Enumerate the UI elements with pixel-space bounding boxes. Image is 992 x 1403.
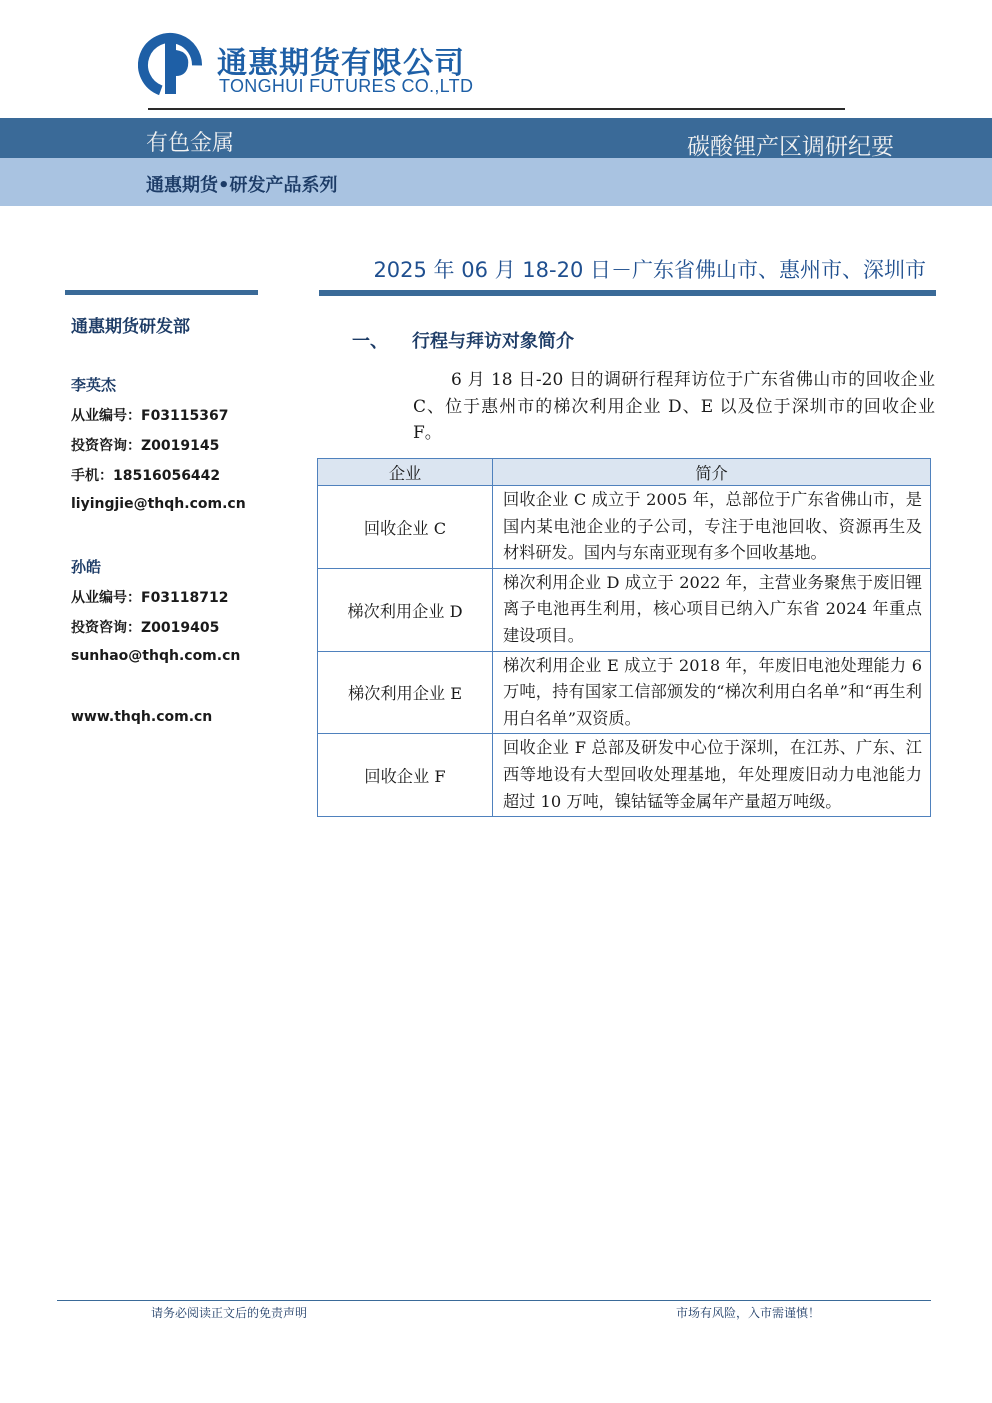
sidebar-rule bbox=[65, 290, 258, 295]
visit-table bbox=[317, 458, 931, 817]
header-rule bbox=[148, 108, 845, 110]
company-cell: 梯次利用企业 D bbox=[318, 568, 493, 651]
footer-disclaimer: 请务必阅读正文后的免责声明 bbox=[151, 1306, 308, 1320]
table-header-company: 企业 bbox=[318, 459, 493, 486]
company-logo bbox=[138, 30, 202, 100]
intro-cell: 梯次利用企业 D 成立于 2022 年，主营业务聚焦于废旧锂离子电池再生利用，核心项目已纳入广东省 2024 年重点建设项目。 bbox=[493, 568, 931, 651]
website-link[interactable]: www.thqh.com.cn bbox=[71, 709, 213, 725]
section-heading: 一、 行程与拜访对象简介 bbox=[352, 331, 574, 352]
table-row bbox=[318, 651, 931, 734]
analyst-email[interactable]: liyingjie@thqh.com.cn bbox=[71, 496, 246, 512]
section-paragraph: 6 月 18 日-20 日的调研行程拜访位于广东省佛山市的回收企业 C、位于惠州市的梯次利用企业 D、E 以及位于深圳市的回收企业 F。 bbox=[413, 370, 935, 443]
analyst-license: 从业编号：F03118712 bbox=[71, 590, 229, 606]
brand-name-cn: 通惠期货有限公司 bbox=[217, 46, 465, 81]
report-category: 有色金属 bbox=[146, 131, 235, 156]
series-label: 通惠期货•研发产品系列 bbox=[146, 175, 338, 196]
intro-cell: 回收企业 C 成立于 2005 年，总部位于广东省佛山市，是国内某电池企业的子公司，专注于电池回收、资源再生及材料研发。国内与东南亚现有多个回收基地。 bbox=[493, 486, 931, 569]
analyst-phone: 手机：18516056442 bbox=[71, 468, 221, 484]
footer-risk-note: 市场有风险，入市需谨慎！ bbox=[675, 1306, 820, 1320]
department-name: 通惠期货研发部 bbox=[71, 317, 190, 337]
report-title: 碳酸锂产区调研纪要 bbox=[687, 134, 894, 160]
intro-cell: 梯次利用企业 E 成立于 2018 年，年废旧电池处理能力 6 万吨，持有国家工信部颁发的“梯次利用白名单”和“再生利用白名单”双资质。 bbox=[493, 651, 931, 734]
company-cell: 梯次利用企业 E bbox=[318, 651, 493, 734]
table-row bbox=[318, 568, 931, 651]
table-header-intro: 简介 bbox=[493, 459, 931, 486]
table-header-row bbox=[318, 459, 931, 486]
analyst-license: 从业编号：F03115367 bbox=[71, 408, 229, 424]
dateline-rule bbox=[319, 290, 936, 296]
analyst-name: 孙皓 bbox=[71, 558, 102, 576]
company-cell: 回收企业 F bbox=[318, 734, 493, 817]
analyst-advisor-id: 投资咨询：Z0019145 bbox=[71, 438, 220, 454]
footer-rule bbox=[57, 1300, 931, 1301]
company-cell: 回收企业 C bbox=[318, 486, 493, 569]
analyst-advisor-id: 投资咨询：Z0019405 bbox=[71, 620, 220, 636]
table-row bbox=[318, 734, 931, 817]
analyst-email[interactable]: sunhao@thqh.com.cn bbox=[71, 648, 241, 664]
intro-cell: 回收企业 F 总部及研发中心位于深圳，在江苏、广东、江西等地设有大型回收处理基地，年处理废旧动力电池能力超过 10 万吨，镍钴锰等金属年产量超万吨级。 bbox=[493, 734, 931, 817]
brand-name-en: TONGHUI FUTURES CO.,LTD bbox=[219, 76, 474, 96]
analyst-name: 李英杰 bbox=[71, 376, 117, 394]
trip-dateline: 2025 年 06 月 18-20 日－广东省佛山市、惠州市、深圳市 bbox=[373, 258, 926, 282]
table-row bbox=[318, 486, 931, 569]
